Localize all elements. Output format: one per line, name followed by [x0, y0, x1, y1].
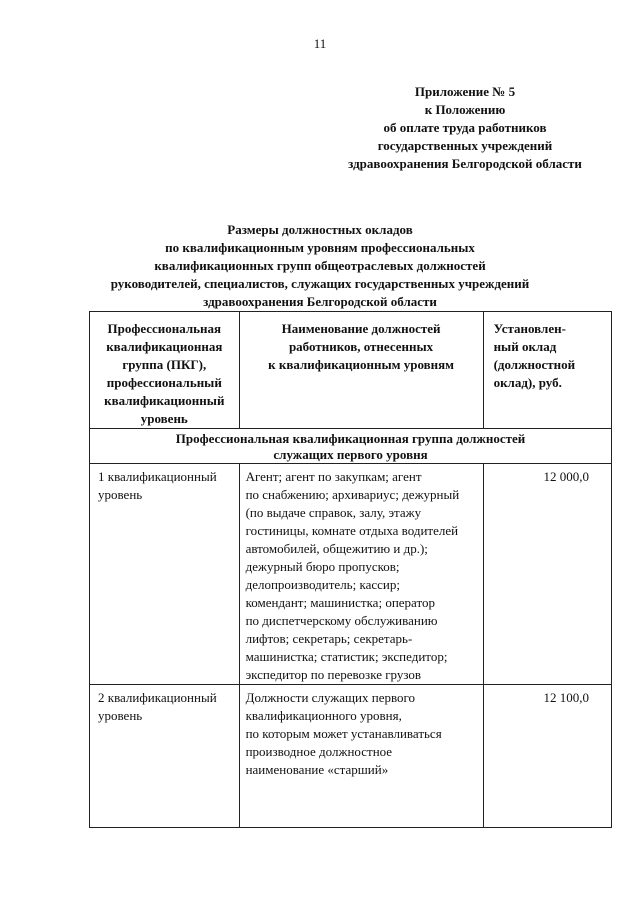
title-line: по квалификационным уровням профессиональных — [165, 240, 475, 255]
title-line: руководителей, специалистов, служащих государственных учреждений — [110, 276, 530, 291]
header-text: оклад), руб. — [493, 375, 562, 390]
header-text: работников, отнесенных — [288, 339, 434, 354]
header-text: квалификационный — [104, 393, 225, 408]
position-line: гостиницы, комнате отдыха водителей — [245, 523, 459, 538]
position-line: квалификационного уровня, — [245, 708, 402, 723]
group-row — [90, 429, 612, 464]
header-text: Установлен- — [493, 321, 566, 336]
positions-list — [239, 464, 483, 685]
header-text: Профессиональная — [107, 321, 222, 336]
title-line: квалификационных групп общеотраслевых должностей — [154, 258, 486, 273]
header-text: Наименование должностей — [281, 321, 441, 336]
page-number: 11 — [313, 36, 327, 51]
position-line: автомобилей, общежитию и др.); — [245, 541, 428, 556]
position-line: делопроизводитель; кассир; — [245, 577, 400, 592]
position-line: по диспетчерскому обслуживанию — [245, 613, 438, 628]
table-header-row — [90, 312, 612, 429]
position-line: машинистка; статистик; экспедитор; — [245, 649, 448, 664]
appendix-line: к Положению — [424, 102, 506, 117]
appendix-line: государственных учреждений — [377, 138, 553, 153]
title-line: Размеры должностных окладов — [227, 222, 413, 237]
position-line: экспедитор по перевозке грузов — [245, 667, 422, 682]
position-line: (по выдаче справок, залу, этажу — [245, 505, 422, 520]
document-title — [60, 221, 580, 311]
header-text: квалификационная — [106, 339, 223, 354]
header-text: уровень — [140, 411, 188, 426]
position-line: по снабжению; архивариус; дежурный — [245, 487, 460, 502]
position-line: Агент; агент по закупкам; агент — [245, 469, 422, 484]
position-line: комендант; машинистка; оператор — [245, 595, 435, 610]
qualification-level — [90, 685, 240, 828]
header-text: группа (ПКГ), — [122, 357, 207, 372]
qualification-level — [90, 464, 240, 685]
positions-list — [239, 685, 483, 828]
appendix-line: здравоохранения Белгородской области — [348, 156, 582, 171]
header-text: (должностной — [493, 357, 576, 372]
group-title-line: Профессиональная квалификационная группа должностей — [175, 431, 526, 446]
header-text: профессиональный — [106, 375, 222, 390]
salary-value: 12 100,0 — [483, 685, 611, 828]
position-line: лифтов; секретарь; секретарь- — [245, 631, 413, 646]
level-text: уровень — [98, 708, 143, 723]
position-line: дежурный бюро пропусков; — [245, 559, 400, 574]
salary-table — [89, 311, 612, 828]
header-text: ный оклад — [493, 339, 557, 354]
position-line: по которым может устанавливаться — [245, 726, 442, 741]
level-text: 1 квалификационный — [98, 469, 217, 484]
table-row — [90, 464, 612, 685]
level-text: уровень — [98, 487, 143, 502]
group-title — [90, 429, 612, 464]
header-text: к квалификационным уровням — [268, 357, 455, 372]
appendix-line: об оплате труда работников — [383, 120, 547, 135]
position-line: Должности служащих первого — [245, 690, 416, 705]
position-line: производное должностное — [245, 744, 393, 759]
appendix-note — [300, 83, 630, 173]
position-line: наименование «старший» — [245, 762, 389, 777]
header-salary — [483, 312, 611, 429]
header-positions — [239, 312, 483, 429]
group-title-line: служащих первого уровня — [273, 447, 428, 462]
title-line: здравоохранения Белгородской области — [203, 294, 437, 309]
appendix-line: Приложение № 5 — [414, 84, 516, 99]
table-row — [90, 685, 612, 828]
level-text: 2 квалификационный — [98, 690, 217, 705]
header-pkg — [90, 312, 240, 429]
salary-value: 12 000,0 — [483, 464, 611, 685]
